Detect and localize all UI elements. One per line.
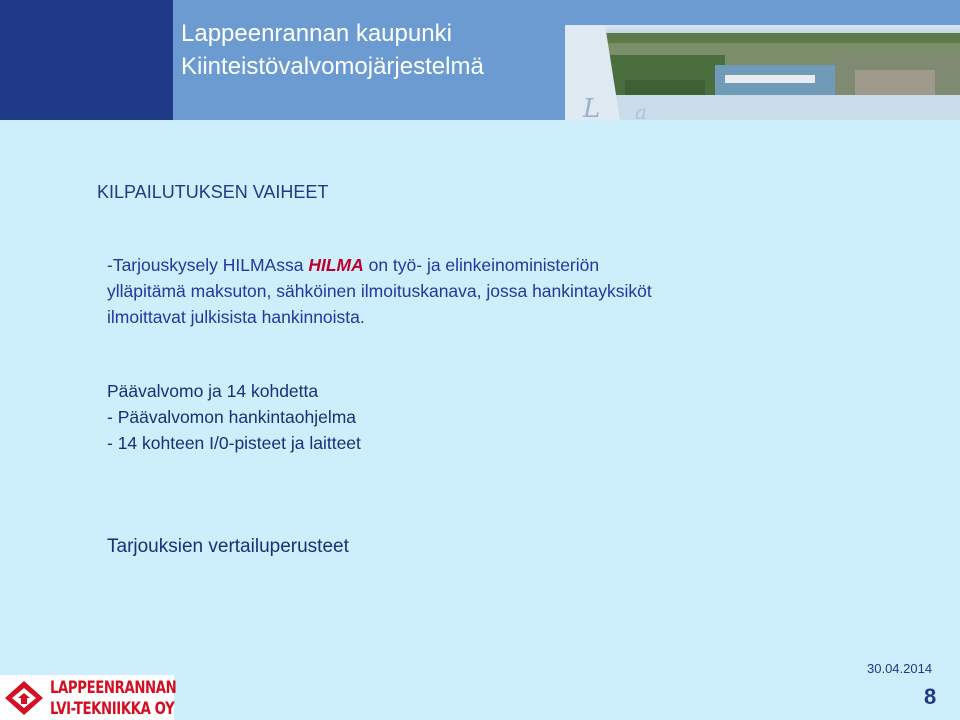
scope-line1: Päävalvomo ja 14 kohdetta bbox=[107, 381, 319, 401]
logo-text-line2: LVI-TEKNIIKKA OY bbox=[50, 699, 175, 719]
logo-text-line1: LAPPEENRANNAN bbox=[50, 678, 177, 698]
logo-emblem-icon bbox=[3, 679, 45, 717]
criteria-line: Tarjouksien vertailuperusteet bbox=[107, 536, 349, 557]
section-heading: KILPAILUTUKSEN VAIHEET bbox=[97, 182, 329, 202]
tender-line1-prefix: -Tarjouskysely HILMAssa bbox=[107, 255, 309, 275]
scope-line2: - Päävalvomon hankintaohjelma bbox=[107, 407, 357, 427]
header-dark-block bbox=[0, 0, 173, 120]
tender-line1-suffix: on työ- ja elinkeinoministeriön bbox=[363, 255, 600, 275]
page-number: 8 bbox=[924, 684, 937, 709]
hilma-highlight: HILMA bbox=[308, 255, 364, 275]
svg-text:L: L bbox=[583, 94, 601, 120]
tender-line3: ilmoittavat julkisista hankinnoista. bbox=[107, 307, 365, 327]
city-photo bbox=[565, 25, 960, 120]
header-title-line1: Lappeenrannan kaupunki bbox=[181, 20, 452, 47]
scope-line3: - 14 kohteen I/0-pisteet ja laitteet bbox=[107, 433, 361, 453]
tender-line2: ylläpitämä maksuton, sähköinen ilmoituskanava, jossa hankintayksiköt bbox=[107, 281, 652, 301]
slide-date: 30.04.2014 bbox=[867, 661, 933, 676]
tender-line1 bbox=[107, 257, 599, 275]
header-title-line2: Kiinteistövalvomojärjestelmä bbox=[181, 53, 484, 80]
svg-text:a: a bbox=[635, 100, 647, 120]
company-logo bbox=[0, 675, 177, 720]
